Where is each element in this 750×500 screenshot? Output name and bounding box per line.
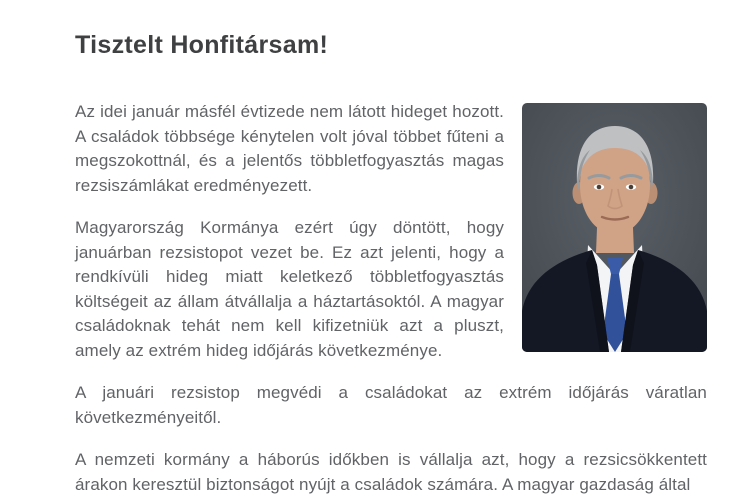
paragraph-1: Az idei január másfél évtizede nem látott hideget hozott. A családok többsége kénytelen volt jóval többet fűteni a megszokottnál, és a jelentős többletfogyasztás magas rezsiszámlákat eredményezett. <box>75 102 504 195</box>
paragraph-2: Magyarország Kormánya ezért úgy döntött, hogy januárban rezsistopot vezet be. Ez azt jelenti, hogy a rendkívüli hideg miatt keletkező többletfogyasztás költségeit az állam átvállalja a háztartásoktól. A magyar családoknak tehát nem kell kifizetniük azt a pluszt, amely az extrém hideg időjárás következménye. <box>75 218 504 360</box>
letter-heading: Tisztelt Honfitársam! <box>75 31 329 59</box>
paragraph-3: A januári rezsistop megvédi a családokat az extrém időjárás váratlan következményeitől. <box>75 383 707 427</box>
letter-content <box>0 31 750 497</box>
portrait-photo <box>522 103 707 352</box>
paragraph-4: A nemzeti kormány a háborús időkben is vállalja azt, hogy a rezsicsökkentett árakon keresztül biztonságot nyújt a családok számára. A magyar gazdaság által <box>75 450 707 494</box>
letter-body <box>75 100 707 497</box>
